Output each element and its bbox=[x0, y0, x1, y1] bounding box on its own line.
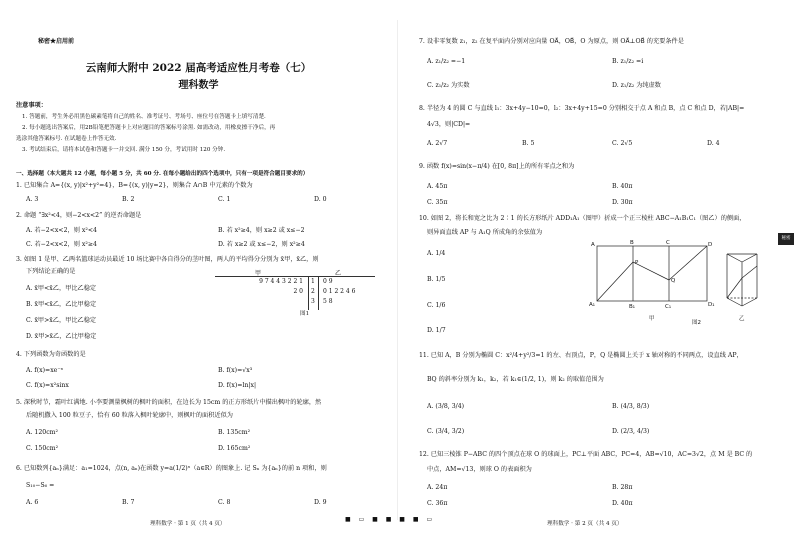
figure-caption: 图2 bbox=[692, 320, 701, 326]
page-dots: ■ ▭ ■ ■ ■ ■ ▭ bbox=[345, 516, 436, 523]
right-page bbox=[397, 0, 794, 544]
option: A. 24π bbox=[427, 484, 448, 491]
option: A. (3/8, 3/4) bbox=[427, 403, 465, 410]
leaf-left: 9 7 4 4 3 2 2 1 bbox=[259, 278, 303, 285]
question-stem: 中点，AM=√13，则球 O 的表面积为 bbox=[427, 466, 532, 473]
label-yi: 乙 bbox=[335, 270, 342, 277]
stem: 3 bbox=[311, 298, 315, 305]
question-stem: S₁₀−S₆ = bbox=[26, 482, 55, 489]
option: B. 40π bbox=[612, 183, 633, 190]
option: D. 4 bbox=[707, 140, 720, 147]
option: D. f(x)=ln|x| bbox=[218, 382, 257, 389]
notice-heading: 注意事项： bbox=[16, 102, 47, 109]
option: B. x̄甲<x̄乙，乙比甲稳定 bbox=[26, 301, 97, 308]
question-stem: 7. 设非零复数 z₁，z₂ 在复平面内分别对应向量 OA⃗，OB⃗，O 为原点，则 OA⃗⊥OB⃗ 的充要条件是 bbox=[419, 38, 684, 45]
option: C. 2√5 bbox=[612, 140, 633, 147]
figure-2 bbox=[587, 240, 782, 330]
notice-line: 1. 答题前，考生务必用黑色碳素笔将自己的姓名、准考证号、考场号、座位号在答题卡上填写清楚. bbox=[22, 114, 266, 120]
question-stem: 后随机撒入 100 粒豆子，恰有 60 粒落入枫叶轮廓中，则枫叶的面积近似为 bbox=[26, 412, 233, 419]
question-stem: 9. 函数 f(x)=sin(x−π/4) 在[0, 8π]上的所有零点之和为 bbox=[419, 163, 575, 170]
option: A. 45π bbox=[427, 183, 448, 190]
option: C. 35π bbox=[427, 199, 448, 206]
question-stem: 下列结论正确的是 bbox=[26, 268, 76, 275]
label-yi: 乙 bbox=[739, 316, 745, 322]
label-B1: B₁ bbox=[629, 304, 635, 310]
notice-line: 2. 每小题选出答案后，用2B铅笔把答题卡上对应题目的答案标号涂黑. 如需改动，用橡皮擦干净后，再 bbox=[22, 125, 276, 131]
option: B. (4/3, 8/3) bbox=[612, 403, 650, 410]
stem: 2 bbox=[311, 288, 315, 295]
label-A1: A₁ bbox=[589, 302, 595, 308]
option: B. 5 bbox=[522, 140, 535, 147]
option: D. 9 bbox=[314, 499, 327, 506]
option: A. 3 bbox=[26, 196, 39, 203]
question-stem: 4. 下列函数为奇函数的是 bbox=[16, 351, 86, 358]
secret-label: 秘密★启用前 bbox=[38, 38, 75, 45]
question-stem: 12. 已知三棱锥 P−ABC 的四个顶点在球 O 的球面上，PC⊥平面 ABC，PC=4，AB=√10，AC=3√2，点 M 是 BC 的 bbox=[419, 451, 753, 458]
label-jia: 甲 bbox=[649, 316, 655, 322]
option: C. z₁/z₂ 为实数 bbox=[427, 82, 470, 89]
page-footer: 理科数学 · 第 2 页（共 4 页） bbox=[547, 521, 623, 527]
stem: 1 bbox=[311, 278, 315, 285]
leaf-right: 5 8 bbox=[323, 298, 333, 305]
option: A. f(x)=xe⁻ˣ bbox=[26, 367, 64, 374]
question-stem: 8. 半径为 4 的圆 C 与直线 l₁：3x+4y−10=0，l₂：3x+4y+15=0 分别相交于点 A 和点 B，点 C 和点 D，若|AB|= bbox=[419, 105, 745, 112]
figure-caption: 图1 bbox=[300, 311, 310, 317]
option: B. f(x)=√x³ bbox=[218, 367, 253, 374]
option: B. 若 x²≥4，则 x≥2 或 x≤−2 bbox=[218, 227, 305, 234]
option: D. 1/7 bbox=[427, 327, 446, 334]
option: A. x̄甲<x̄乙，甲比乙稳定 bbox=[26, 285, 97, 292]
option: A. 2√7 bbox=[427, 140, 448, 147]
option: C. 150cm² bbox=[26, 445, 59, 452]
option: C. x̄甲>x̄乙，甲比乙稳定 bbox=[26, 317, 97, 324]
page-footer: 理科数学 · 第 1 页（共 4 页） bbox=[150, 521, 226, 527]
option: D. x̄甲>x̄乙，乙比甲稳定 bbox=[26, 333, 97, 340]
exam-subtitle: 理科数学 bbox=[178, 80, 219, 91]
leaf-left: 2 0 bbox=[293, 288, 303, 295]
label-B: B bbox=[630, 240, 634, 246]
question-stem: 4√3，则|CD|= bbox=[427, 121, 471, 128]
notice-line: 选涂其他答案标号. 在试题卷上作答无效. bbox=[16, 136, 117, 142]
question-stem: 10. 如图 2，将长和宽之比为 2∶1 的长方形纸片 ADD₁A₁（图甲）折成一个正三棱柱 ABC−A₁B₁C₁（图乙）的侧面， bbox=[419, 215, 746, 222]
option: B. 2 bbox=[122, 196, 135, 203]
leaf-right: 0 1 2 2 4 6 bbox=[323, 288, 356, 295]
question-stem: 11. 已知 A，B 分别为椭圆 C：x²/4+y²/3=1 的左、右顶点，P，Q 是椭圆上关于 x 轴对称的不同两点，设直线 AP， bbox=[419, 352, 743, 359]
option: D. 0 bbox=[314, 196, 327, 203]
question-stem: 5. 深秋时节，霜叶红满地. 小李要测量枫树的枫叶的面积，在边长为 15cm 的正方形纸片中描出枫叶的轮廓，然 bbox=[16, 399, 322, 406]
option: C. (3/4, 3/2) bbox=[427, 428, 465, 435]
option: B. z₁/z₂ =i bbox=[612, 58, 644, 65]
question-stem: 1. 已知集合 A={(x, y)|x²+y²=4}，B={(x, y)|y=2}，则集合 A∩B 中元素的个数为 bbox=[16, 182, 253, 189]
option: A. 120cm² bbox=[26, 429, 59, 436]
notice-line: 3. 考试结束后，请将本试卷和答题卡一并交回. 满分 150 分，考试用时 120 分钟. bbox=[22, 147, 226, 153]
question-stem: 6. 已知数列{aₙ}满足：a₁=1024，点(n, aₙ)在函数 y=a(1/2)ˣ（a∈R）的图象上. 记 Sₙ 为{aₙ}的前 n 项和，则 bbox=[16, 465, 327, 472]
question-stem: 则异面直线 AP 与 A₁Q 所成角的余弦值为 bbox=[427, 229, 543, 236]
option: C. 1/6 bbox=[427, 302, 446, 309]
option: A. 1/4 bbox=[427, 250, 446, 257]
option: D. 若 x≥2 或 x≤−2，则 x²≥4 bbox=[218, 241, 305, 248]
section-heading: 一、选择题（本大题共 12 小题，每小题 5 分，共 60 分. 在每小题给出的四个选项中，只有一项是符合题目要求的） bbox=[16, 171, 309, 177]
label-A: A bbox=[591, 242, 595, 248]
option: D. z₁/z₂ 为纯虚数 bbox=[612, 82, 661, 89]
option: B. 135cm² bbox=[218, 429, 251, 436]
option: B. 28π bbox=[612, 484, 633, 491]
label-jia: 甲 bbox=[255, 270, 262, 277]
question-stem: 3. 如图 1 是甲、乙两名篮球运动员最近 10 场比赛中各自得分的茎叶图，两人的平均得分分别为 x̄甲，x̄乙，则 bbox=[16, 256, 319, 263]
option: C. f(x)=x²sinx bbox=[26, 382, 69, 389]
option: D. (2/3, 4/3) bbox=[612, 428, 650, 435]
option: C. 8 bbox=[218, 499, 231, 506]
option: B. 7 bbox=[122, 499, 135, 506]
question-stem: BQ 的斜率分别为 k₁，k₂，若 k₁∈(1/2, 1)，则 k₂ 的取值范围为 bbox=[427, 376, 604, 383]
side-tab: 秘密 bbox=[778, 233, 794, 245]
option: B. 1/5 bbox=[427, 276, 446, 283]
label-D: D bbox=[708, 242, 713, 248]
option: C. 1 bbox=[218, 196, 231, 203]
option: A. 若−2<x<2，则 x²<4 bbox=[26, 227, 97, 234]
option: D. 40π bbox=[612, 500, 633, 507]
option: D. 30π bbox=[612, 199, 633, 206]
label-P: P bbox=[635, 260, 639, 266]
label-D1: D₁ bbox=[708, 302, 715, 308]
label-C1: C₁ bbox=[665, 304, 672, 310]
option: C. 若−2<x<2，则 x²≥4 bbox=[26, 241, 97, 248]
leaf-right: 0 9 bbox=[323, 278, 333, 285]
question-stem: 2. 命题 “∃x²<4，则−2<x<2” 的逆否命题是 bbox=[16, 212, 142, 219]
label-C: C bbox=[666, 240, 670, 246]
exam-title: 云南师大附中 2022 届高考适应性月考卷（七） bbox=[85, 62, 312, 74]
option: A. z₁/z₂ =−1 bbox=[427, 58, 466, 65]
stem-leaf-plot bbox=[215, 268, 375, 318]
option: A. 6 bbox=[26, 499, 39, 506]
option: C. 36π bbox=[427, 500, 448, 507]
option: D. 165cm² bbox=[218, 445, 251, 452]
label-Q: Q bbox=[671, 278, 676, 284]
